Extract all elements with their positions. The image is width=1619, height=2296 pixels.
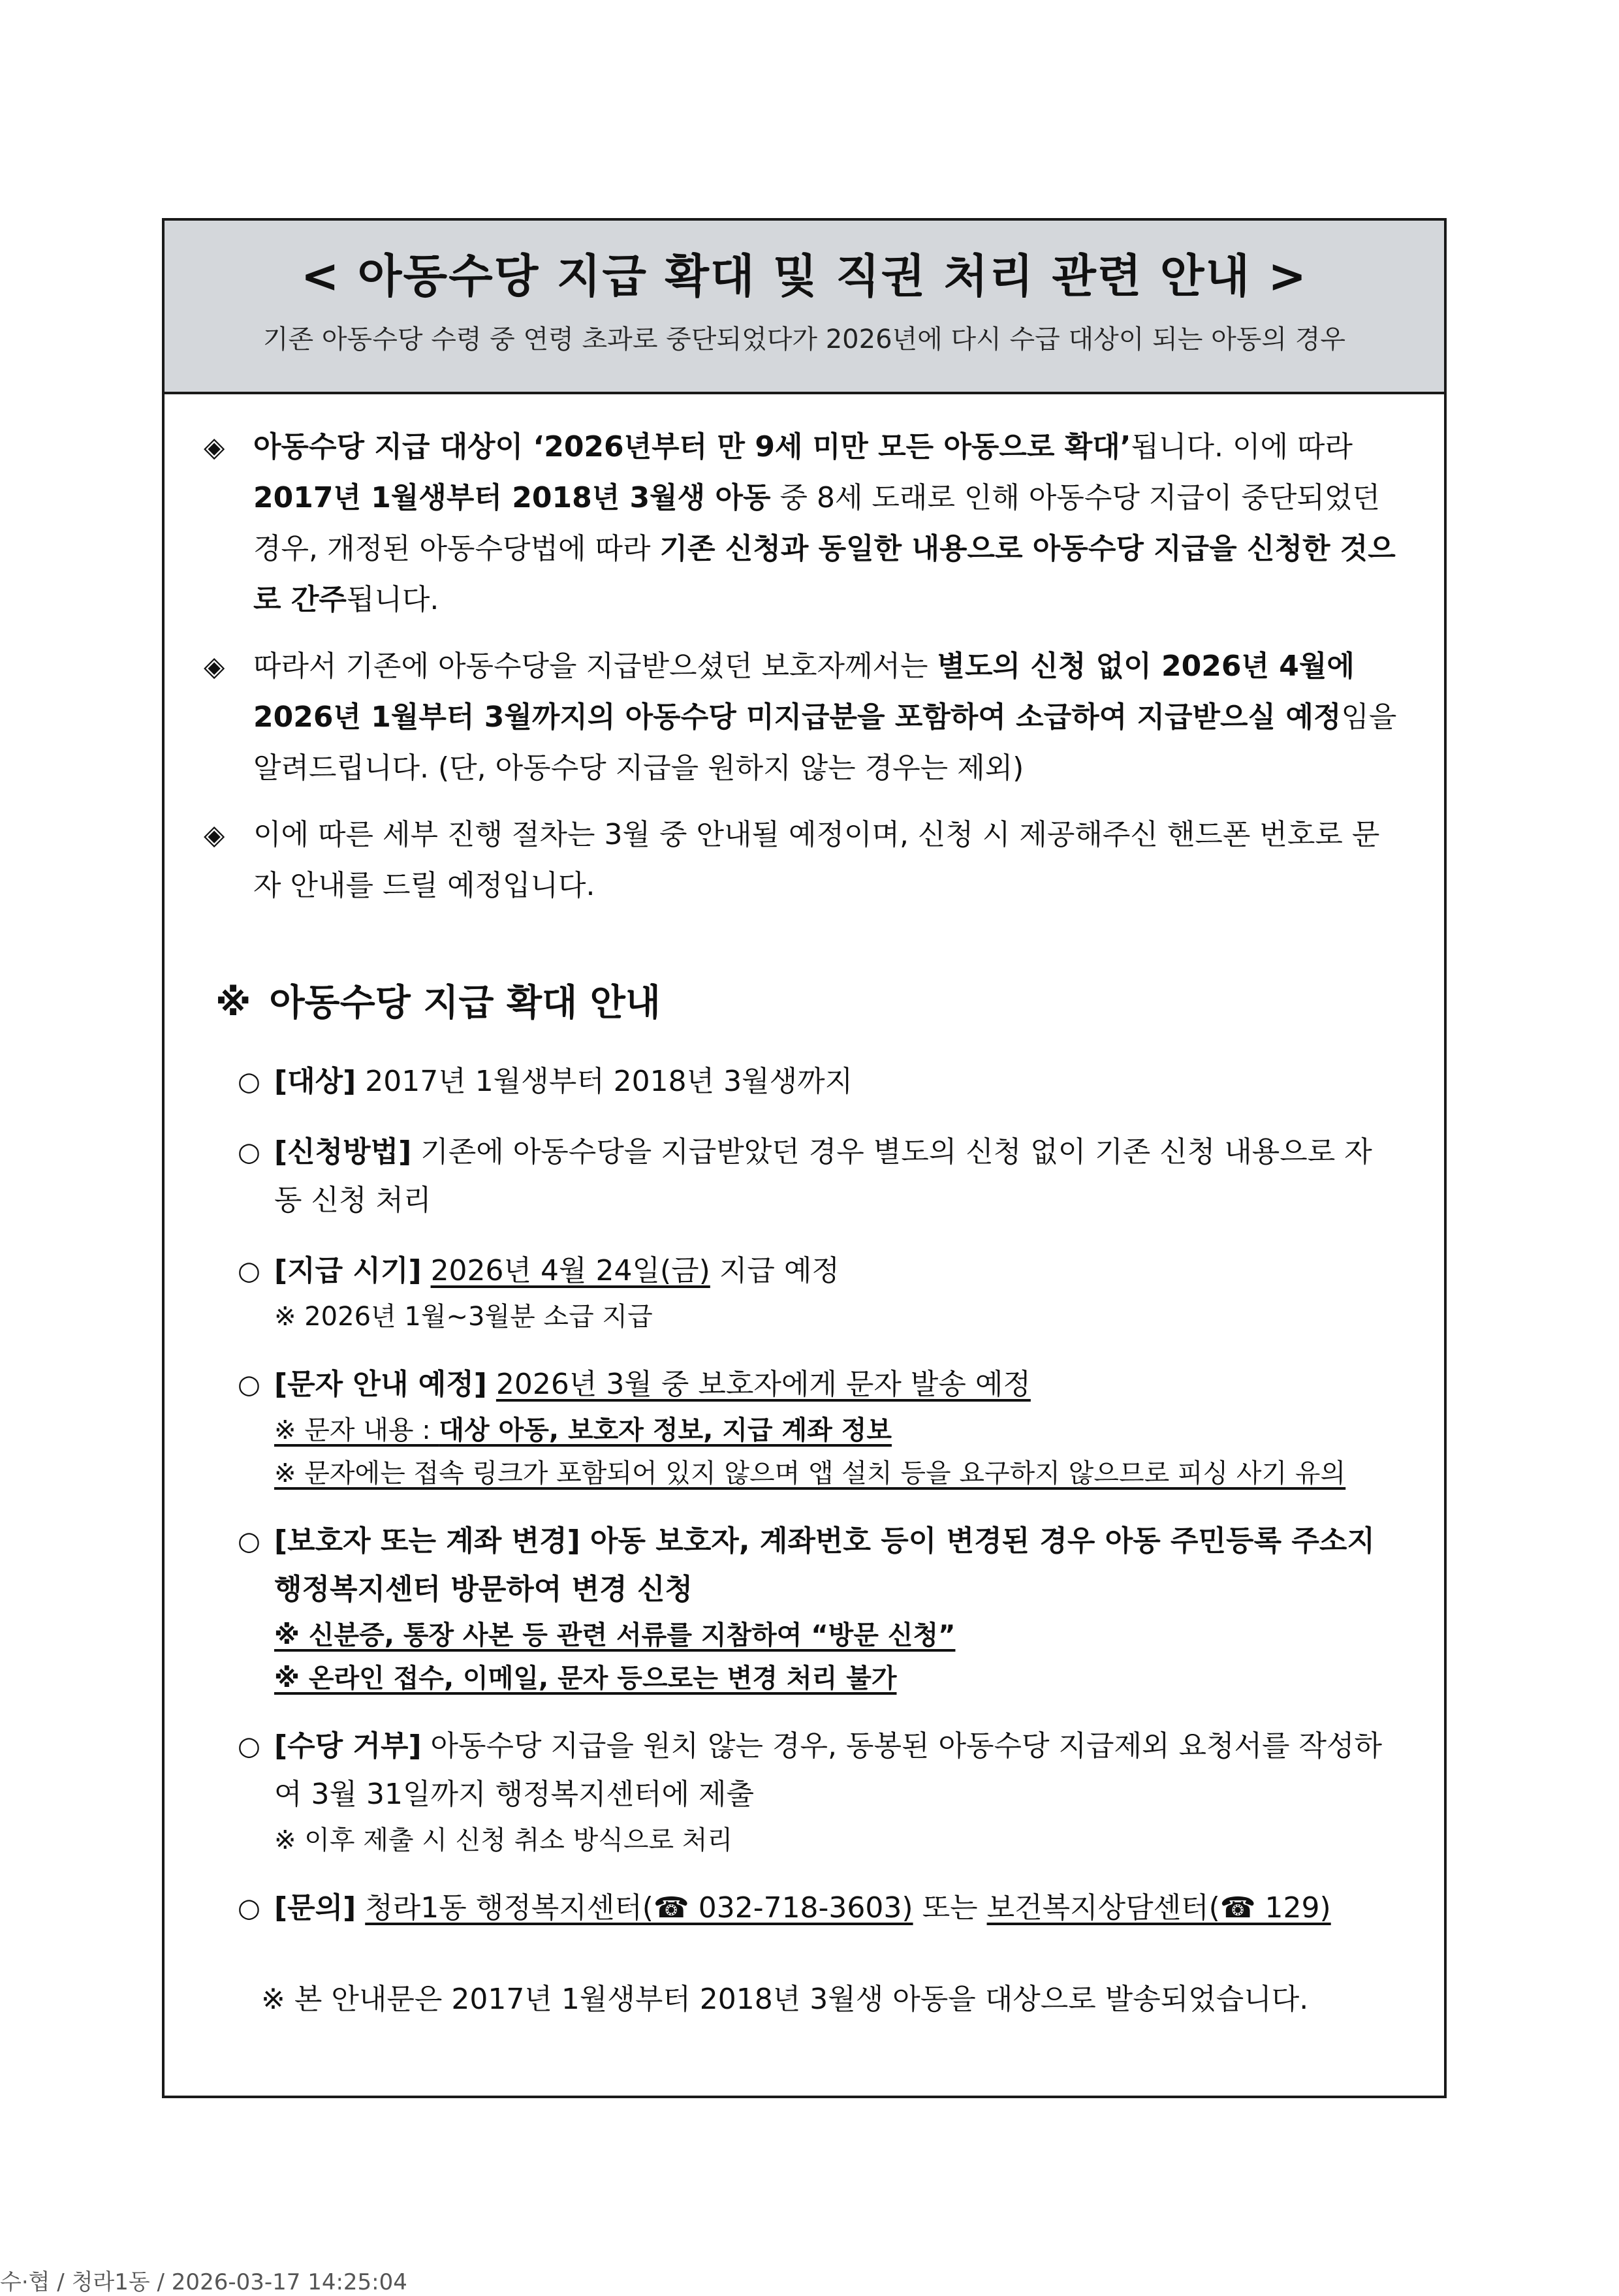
item-change-note-1: ※ 신분증, 통장 사본 등 관련 서류를 지참하여 “방문 신청” [274, 1620, 956, 1650]
notice-body [165, 422, 1444, 2017]
circle-bullet-icon: ○ [238, 1370, 260, 1400]
item-contact [201, 1884, 1397, 1932]
item-refuse-label: [수당 거부] [274, 1729, 422, 1763]
circle-bullet-icon: ○ [238, 1731, 260, 1761]
intro-1-text-c: 됩니다. [346, 583, 439, 616]
item-refuse-text: 아동수당 지급을 원치 않는 경우, 동봉된 아동수당 지급제외 요청서를 작성하여 3월 31일까지 행정복지센터에 제출 [274, 1729, 1383, 1811]
item-refuse [201, 1722, 1397, 1862]
intro-1-text-a: 됩니다. 이에 따라 [1131, 430, 1353, 464]
item-sms [201, 1360, 1397, 1495]
circle-bullet-icon: ○ [238, 1067, 260, 1097]
notice-subtitle: 기존 아동수당 수령 중 연령 초과로 중단되었다가 2026년에 다시 수급 대상이 되는 아동의 경우 [262, 324, 1346, 354]
diamond-bullet-icon: ◈ [204, 650, 225, 682]
intro-1-bold-c: 기존 신청과 동일한 내용으로 아동수당 지급을 신청한 것으로 간주 [253, 532, 1396, 616]
item-sms-note-1-bold: 대상 아동, 보호자 정보, 지급 계좌 정보 [439, 1415, 892, 1445]
item-contact-hotline: 보건복지상담센터(☎ 129) [986, 1891, 1331, 1925]
reference-mark-icon: ※ [215, 982, 251, 1024]
circle-bullet-icon: ○ [238, 1526, 260, 1556]
item-timing-note: ※ 2026년 1월~3월분 소급 지급 [274, 1302, 653, 1332]
item-sms-note-1 [274, 1409, 1397, 1452]
item-sms-note-1-prefix: ※ 문자 내용 : [274, 1415, 439, 1445]
intro-1-bold-a: 아동수당 지급 대상이 ‘2026년부터 만 9세 미만 모든 아동으로 확대’ [253, 430, 1131, 464]
item-change [201, 1517, 1397, 1700]
item-contact-center: 청라1동 행정복지센터(☎ 032-718-3603) [365, 1891, 913, 1925]
item-refuse-note: ※ 이후 제출 시 신청 취소 방식으로 처리 [274, 1825, 733, 1855]
item-sms-note-2: ※ 문자에는 접속 링크가 포함되어 있지 않으며 앱 설치 등을 요구하지 않으므로 피싱 사기 유의 [274, 1458, 1346, 1488]
section-heading-text: 아동수당 지급 확대 안내 [269, 982, 661, 1024]
item-target-text: 2017년 1월생부터 2018년 3월생까지 [356, 1065, 853, 1098]
intro-paragraph-3 [201, 810, 1397, 911]
item-method-label: [신청방법] [274, 1135, 412, 1169]
closing-note: ※ 본 안내문은 2017년 1월생부터 2018년 3월생 아동을 대상으로 발송되었습니다. [261, 1983, 1309, 2016]
item-timing-label: [지급 시기] [274, 1254, 422, 1287]
intro-paragraph-2 [201, 641, 1397, 794]
diamond-bullet-icon: ◈ [204, 431, 225, 463]
notice-title: < 아동수당 지급 확대 및 직권 처리 관련 안내 > [300, 249, 1308, 303]
item-timing-date: 2026년 4월 24일(금) [430, 1254, 710, 1287]
item-sms-label: [문자 안내 예정] [274, 1368, 487, 1401]
item-contact-label: [문의] [274, 1891, 356, 1925]
circle-bullet-icon: ○ [238, 1256, 260, 1286]
circle-bullet-icon: ○ [238, 1893, 260, 1923]
intro-paragraph-1 [201, 422, 1397, 625]
item-timing [201, 1247, 1397, 1338]
intro-3-text: 이에 따른 세부 진행 절차는 3월 중 안내될 예정이며, 신청 시 제공해주신 핸드폰 번호로 문자 안내를 드릴 예정입니다. [253, 818, 1380, 902]
item-contact-or: 또는 [913, 1891, 987, 1925]
item-method-text: 기존에 아동수당을 지급받았던 경우 별도의 신청 없이 기존 신청 내용으로 자동 신청 처리 [274, 1135, 1372, 1217]
notice-header [165, 221, 1444, 394]
intro-2-text-a: 따라서 기존에 아동수당을 지급받으셨던 보호자께서는 [253, 650, 937, 683]
diamond-bullet-icon: ◈ [204, 819, 225, 851]
intro-2-text-b: 임을 알려드립니다. (단, 아동수당 지급을 원하지 않는 경우는 제외) [253, 700, 1397, 785]
intro-1-text-b: 중 8세 도래로 인해 아동수당 지급이 중단되었던 경우, 개정된 아동수당법에 따라 [253, 481, 1380, 565]
item-target-label: [대상] [274, 1065, 356, 1098]
intro-2-bold: 별도의 신청 없이 2026년 4월에 2026년 1월부터 3월까지의 아동수당 미지급분을 포함하여 소급하여 지급받으실 예정 [253, 650, 1355, 734]
item-change-text: 아동 보호자, 계좌번호 등이 변경된 경우 아동 주민등록 주소지 행정복지센터 방문하여 변경 신청 [274, 1524, 1375, 1606]
intro-1-bold-b: 2017년 1월생부터 2018년 3월생 아동 [253, 481, 771, 514]
notice-frame [162, 218, 1447, 2098]
item-sms-text: 2026년 3월 중 보호자에게 문자 발송 예정 [495, 1368, 1031, 1401]
item-target [201, 1058, 1397, 1106]
circle-bullet-icon: ○ [238, 1137, 260, 1167]
item-method [201, 1128, 1397, 1225]
section-heading [215, 974, 1397, 1026]
item-timing-text: 지급 예정 [710, 1254, 840, 1287]
item-change-label: [보호자 또는 계좌 변경] [274, 1524, 580, 1558]
item-change-note-2: ※ 온라인 접수, 이메일, 문자 등으로는 변경 처리 불가 [274, 1663, 897, 1693]
fax-footer: 수·협 / 청라1동 / 2026-03-17 14:25:04 [0, 2269, 407, 2295]
